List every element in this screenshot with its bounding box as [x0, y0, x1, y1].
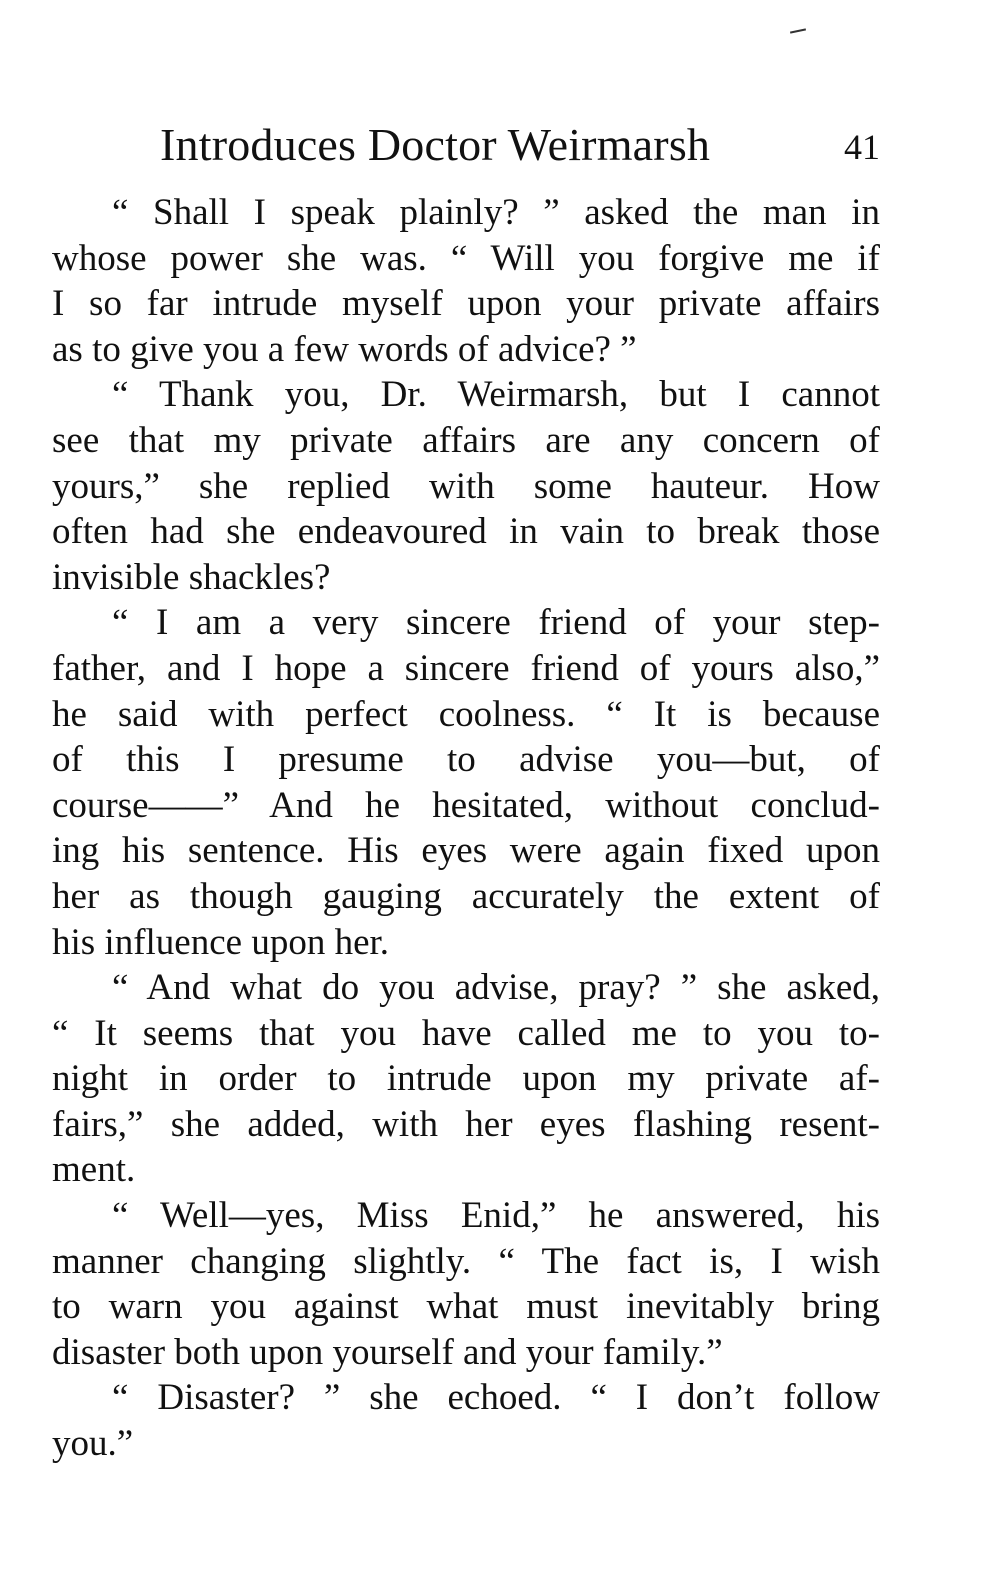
text-line: his influence upon her.	[52, 921, 390, 963]
text-line: “ Disaster? ” she echoed. “ I don’t follow	[112, 1377, 880, 1419]
page-number: 41	[844, 127, 880, 167]
text-line: “ It seems that you have called me to you to-	[52, 1012, 880, 1054]
text-line: see that my private affairs are any concern of	[52, 419, 880, 461]
text-line: often had she endeavoured in vain to break those	[52, 511, 880, 553]
text-line: her as though gauging accurately the extent of	[52, 875, 880, 917]
text-line: “ Well—yes, Miss Enid,” he answered, his	[112, 1195, 880, 1237]
text-line: father, and I hope a sincere friend of yours also,”	[52, 647, 880, 689]
text-line: “ I am a very sincere friend of your step-	[112, 602, 880, 644]
text-line: “ Shall I speak plainly? ” asked the man in	[112, 192, 880, 233]
text-line: I so far intrude myself upon your private affairs	[52, 283, 880, 325]
running-head	[160, 118, 880, 178]
text-line: yours,” she replied with some hauteur. How	[52, 465, 880, 507]
ink-mark	[790, 28, 806, 33]
text-line: whose power she was. “ Will you forgive me if	[52, 237, 880, 279]
text-line: “ And what do you advise, pray? ” she asked,	[112, 967, 880, 1009]
text-line: manner changing slightly. “ The fact is, I wish	[52, 1240, 880, 1282]
text-line: night in order to intrude upon my private af-	[52, 1058, 880, 1100]
text-line: as to give you a few words of advice? ”	[52, 328, 637, 370]
text-line: course——” And he hesitated, without conclud-	[52, 784, 880, 826]
text-line: of this I presume to advise you—but, of	[52, 739, 880, 781]
text-line: fairs,” she added, with her eyes flashing resent-	[52, 1103, 880, 1145]
text-line: he said with perfect coolness. “ It is because	[52, 693, 880, 735]
text-line: “ Thank you, Dr. Weirmarsh, but I cannot	[112, 374, 880, 416]
text-line: disaster both upon yourself and your family.”	[52, 1331, 723, 1373]
text-line: ment.	[52, 1149, 136, 1191]
text-line: invisible shackles?	[52, 556, 331, 598]
text-line: ing his sentence. His eyes were again fixed upon	[52, 830, 880, 872]
text-line: you.”	[52, 1423, 134, 1465]
body-text	[52, 190, 880, 1467]
text-line: to warn you against what must inevitably bring	[52, 1286, 880, 1328]
running-title: Introduces Doctor Weirmarsh	[160, 119, 711, 170]
